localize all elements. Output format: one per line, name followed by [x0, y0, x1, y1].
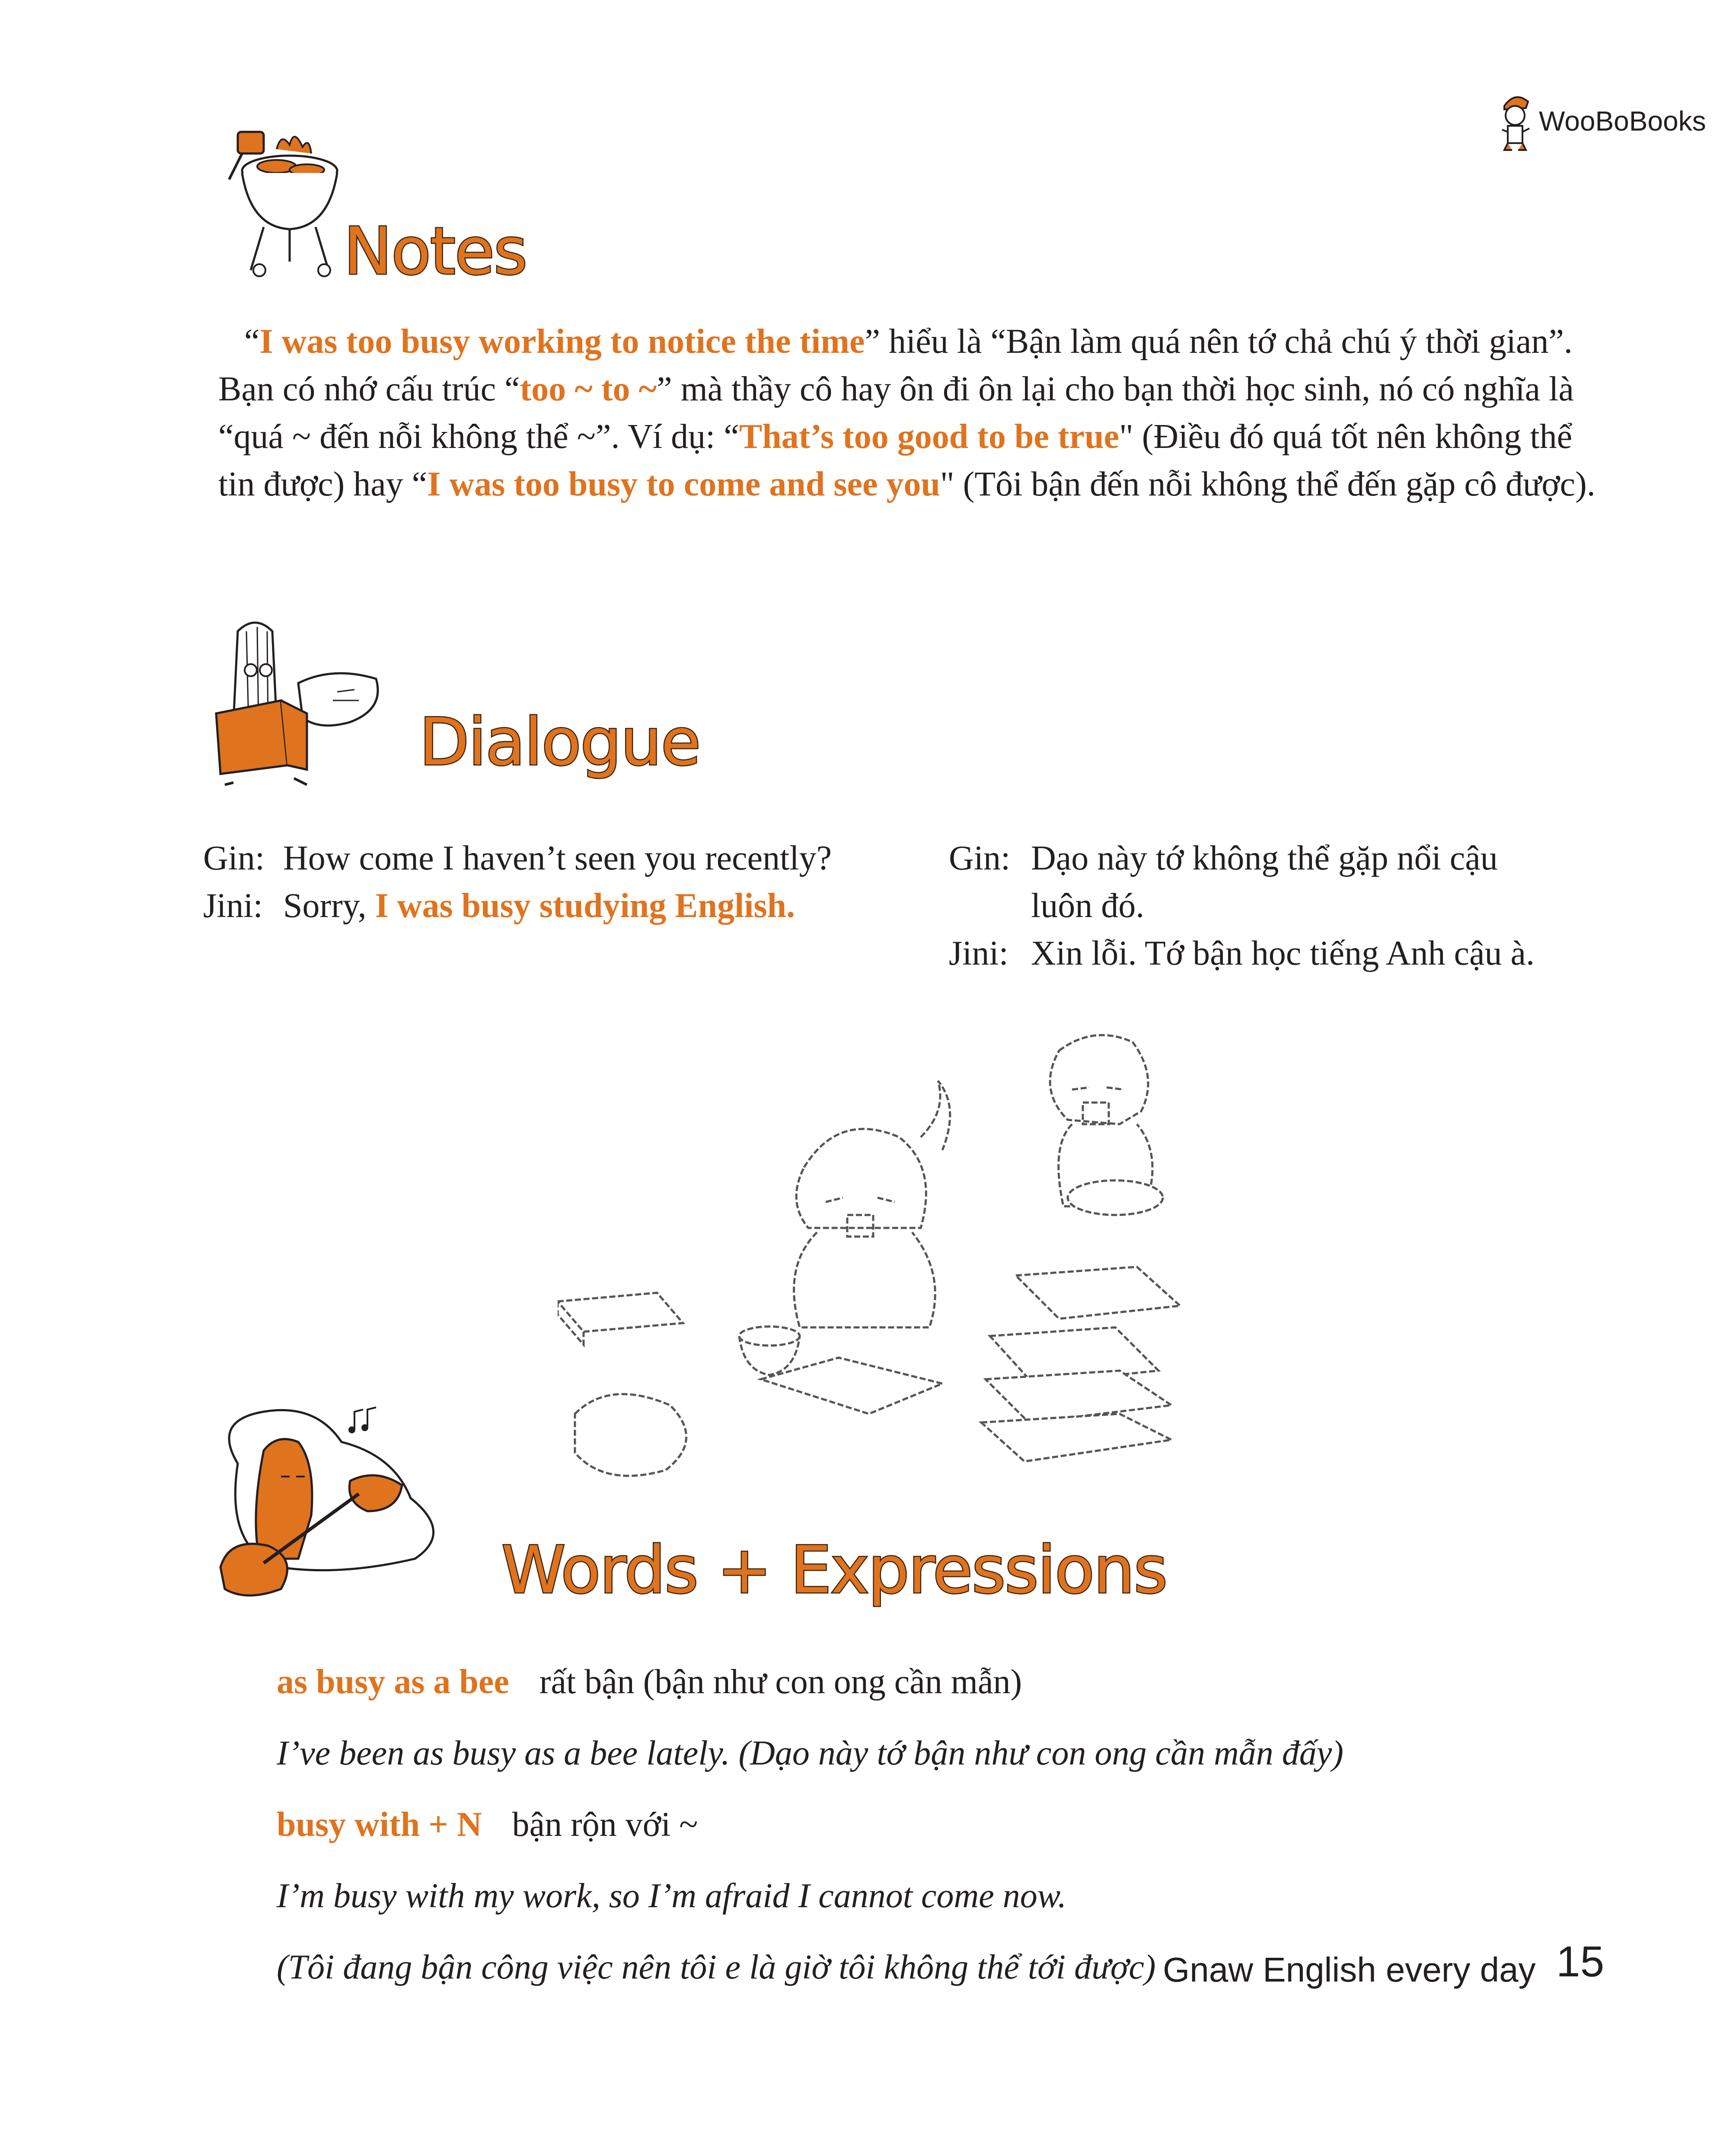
- dialogue-text: How come I haven’t seen you recently?: [283, 839, 832, 877]
- highlight-phrase: I was too busy working to notice the time: [259, 323, 865, 361]
- dialogue-line: [203, 882, 832, 930]
- notes-text-part: ” hiểu là “Bận làm quá nên tớ chả chú ý thời gian”. Bạn có nhớ cấu trúc “: [218, 323, 1573, 408]
- dialogue-highlight: I was busy studying English.: [375, 887, 795, 925]
- speaker-jini: Jini:: [949, 934, 1008, 972]
- words-expressions-title: Words + Expressions: [501, 1533, 1167, 1608]
- speaker-jini: Jini:: [203, 887, 263, 925]
- brand-logo: [1496, 89, 1706, 153]
- notes-title: Notes: [344, 214, 527, 289]
- notes-paragraph: [218, 318, 1610, 508]
- reading-characters-icon: [207, 614, 411, 787]
- highlight-example-1: That’s too good to be true: [739, 418, 1120, 456]
- brand-name: WooBoBooks: [1539, 105, 1706, 137]
- dialogue-title: Dialogue: [419, 705, 700, 780]
- dialogue-text: [283, 882, 795, 930]
- expression-term: as busy as a bee: [277, 1663, 509, 1701]
- expression-term-row: [277, 1658, 1022, 1706]
- speaker-gin: Gin:: [949, 839, 1011, 877]
- dialogue-line: [949, 930, 1535, 977]
- expression-meaning: bận rộn với ~: [512, 1806, 698, 1844]
- footer-tagline: Gnaw English every day: [1163, 1950, 1536, 1989]
- dialogue-text-line: Dạo này tớ không thể gặp nổi cậu: [1031, 839, 1498, 877]
- dialogue-english: [203, 834, 832, 930]
- guitar-character-icon: [212, 1403, 506, 1606]
- dialogue-text-part: Sorry,: [283, 887, 375, 925]
- notes-text: [218, 318, 1610, 508]
- expression-term-row: [277, 1801, 698, 1848]
- study-illustration: [558, 1025, 1249, 1496]
- notes-text-part: ” mà thầy cô hay ôn đi ôn lại cho bạn thời học sinh, nó có nghĩa là “quá ~ đến nỗi không thể ~”. Ví dụ: “: [218, 370, 1574, 456]
- speaker-gin: Gin:: [203, 839, 265, 877]
- dialogue-line: [949, 834, 1535, 930]
- grill-icon: [212, 115, 359, 279]
- expression-example: I’m busy with my work, so I’m afraid I cannot come now.: [277, 1877, 1067, 1915]
- dialogue-line: [203, 834, 832, 882]
- expression-meaning: rất bận (bận như con ong cần mẫn): [539, 1663, 1022, 1701]
- expression-term: busy with + N: [277, 1806, 482, 1844]
- notes-text-part: " (Tôi bận đến nỗi không thể đến gặp cô được).: [940, 465, 1596, 503]
- highlight-structure: too ~ to ~: [520, 370, 657, 408]
- quote: “: [244, 323, 260, 361]
- expression-example: (Tôi đang bận công việc nên tôi e là giờ tôi không thể tới được): [277, 1948, 1156, 1986]
- highlight-example-2: I was too busy to come and see you: [427, 465, 940, 503]
- dialogue-text: [1031, 834, 1498, 930]
- dialogue-text-line: luôn đó.: [1031, 887, 1145, 925]
- page-number: 15: [1556, 1937, 1605, 1986]
- notes-text-part: " (Điều đó quá tốt nên không thể tin được) hay “: [218, 418, 1573, 503]
- dialogue-vietnamese: [949, 834, 1535, 977]
- mascot-icon: [1496, 89, 1535, 153]
- expression-example: I’ve been as busy as a bee lately. (Dạo này tớ bận như con ong cần mẫn đấy): [277, 1734, 1343, 1772]
- dialogue-text: Xin lỗi. Tớ bận học tiếng Anh cậu à.: [1031, 934, 1535, 972]
